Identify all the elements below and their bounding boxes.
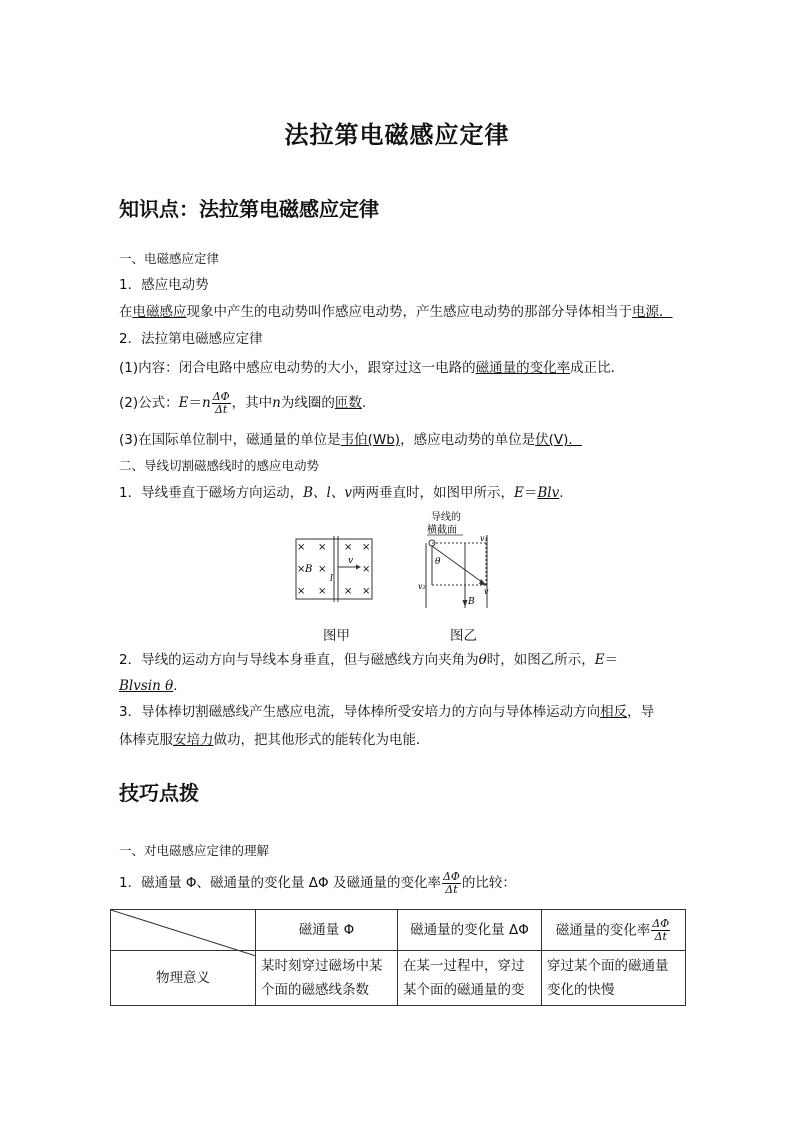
label-wire-2: 横截面 xyxy=(427,525,457,536)
compare-intro: 1．磁通量 Φ、磁通量的变化量 ΔΦ 及磁通量的变化率 $\frac{\Delta\Phi}{\Delta t}$ 的比较： xyxy=(119,869,516,896)
cell-flux-meaning: 某时刻穿过磁场中某个面的磁感线条数 xyxy=(256,951,398,1006)
item1-title: 1．感应电动势 xyxy=(119,277,209,293)
subheading-cutting: 二、导线切割磁感线时的感应电动势 xyxy=(119,458,320,473)
fraction-dphi-dt: $\frac{\Delta\Phi}{\Delta t}$ xyxy=(442,869,460,896)
cross-mark: × xyxy=(344,586,353,597)
item2-title: 2．法拉第电磁感应定律 xyxy=(119,331,263,347)
cross-mark: × xyxy=(362,586,371,597)
item1-text: 在电磁感应现象中产生的电动势叫作感应电动势，产生感应电动势的那部分导体相当于电源． xyxy=(119,304,673,320)
fraction-dphi-dt: $\frac{\Delta\Phi}{\Delta t}$ xyxy=(212,389,230,416)
label-v: v xyxy=(348,556,354,566)
cross-mark: × xyxy=(362,564,371,575)
figure-a xyxy=(294,536,376,602)
figure-b-caption: 图乙 xyxy=(450,628,477,644)
figure-a-caption: 图甲 xyxy=(323,628,350,644)
figure-b xyxy=(418,508,508,612)
label-theta: θ xyxy=(435,557,441,567)
cut-item3-line1: 3．导体棒切割磁感线产生感应电流，导体棒所受安培力的方向与导体棒运动方向相反，导 xyxy=(119,704,655,720)
header-flux: 磁通量 Φ xyxy=(256,910,398,951)
cell-flux-rate-meaning: 穿过某个面的磁通量变化的快慢 xyxy=(542,951,686,1006)
diagonal-cell xyxy=(111,910,256,951)
law-content: (1)内容：闭合电路中感应电动势的大小，跟穿过这一电路的磁通量的变化率成正比． xyxy=(119,360,625,376)
cross-mark: × xyxy=(318,542,327,553)
section-heading-knowledge: 知识点：法拉第电磁感应定律 xyxy=(119,197,379,221)
label-wire-1: 导线的 xyxy=(431,512,461,523)
label-v: v xyxy=(484,587,489,596)
field-arrowhead xyxy=(463,600,468,607)
header-flux-change: 磁通量的变化量 ΔΦ xyxy=(398,910,542,951)
comparison-table xyxy=(110,909,686,1006)
cross-mark: × xyxy=(297,564,306,575)
cross-mark: × xyxy=(362,542,371,553)
table-header-row xyxy=(111,910,686,951)
label-B: B xyxy=(468,597,475,607)
label-v2: v₂ xyxy=(418,582,426,591)
law-units: (3)在国际单位制中，磁通量的单位是韦伯(Wb)，感应电动势的单位是伏(V)． xyxy=(119,432,582,448)
label-v1: v₁ xyxy=(480,534,488,543)
cross-mark: × xyxy=(318,586,327,597)
label-l: l xyxy=(330,574,333,584)
subheading-understanding: 一、对电磁感应定律的理解 xyxy=(119,843,270,858)
cut-item1: 1．导线垂直于磁场方向运动，B、l、v两两垂直时，如图甲所示，E＝Blv. xyxy=(119,485,564,501)
diagonal-line xyxy=(111,910,256,956)
cut-item3-line2: 体棒克服安培力做功，把其他形式的能转化为电能． xyxy=(119,732,430,748)
law-formula: (2)公式：E＝n $\frac{\Delta\Phi}{\Delta t}$ ，其中n为线圈的匝数． xyxy=(119,389,376,416)
cut-item2-line1: 2．导线的运动方向与导线本身垂直，但与磁感线方向夹角为θ时，如图乙所示，E＝ xyxy=(119,652,619,668)
cross-mark: × xyxy=(297,586,306,597)
table-row xyxy=(111,951,686,1006)
cross-mark: × xyxy=(344,542,353,553)
row-label-physical-meaning: 物理意义 xyxy=(111,951,256,1006)
subheading-law: 一、电磁感应定律 xyxy=(119,251,220,266)
section-heading-tips: 技巧点拨 xyxy=(119,781,199,805)
cell-flux-change-meaning: 在某一过程中，穿过某个面的磁通量的变 xyxy=(398,951,542,1006)
cross-mark: × xyxy=(297,542,306,553)
cross-mark: × xyxy=(318,564,327,575)
page-title: 法拉第电磁感应定律 xyxy=(284,121,510,149)
header-flux-rate: 磁通量的变化率 $\frac{\Delta\Phi}{\Delta t}$ xyxy=(542,910,686,951)
cut-item2-line2: Blvsin θ. xyxy=(119,678,178,694)
label-B: B xyxy=(305,564,313,575)
velocity-arrowhead xyxy=(356,565,361,570)
